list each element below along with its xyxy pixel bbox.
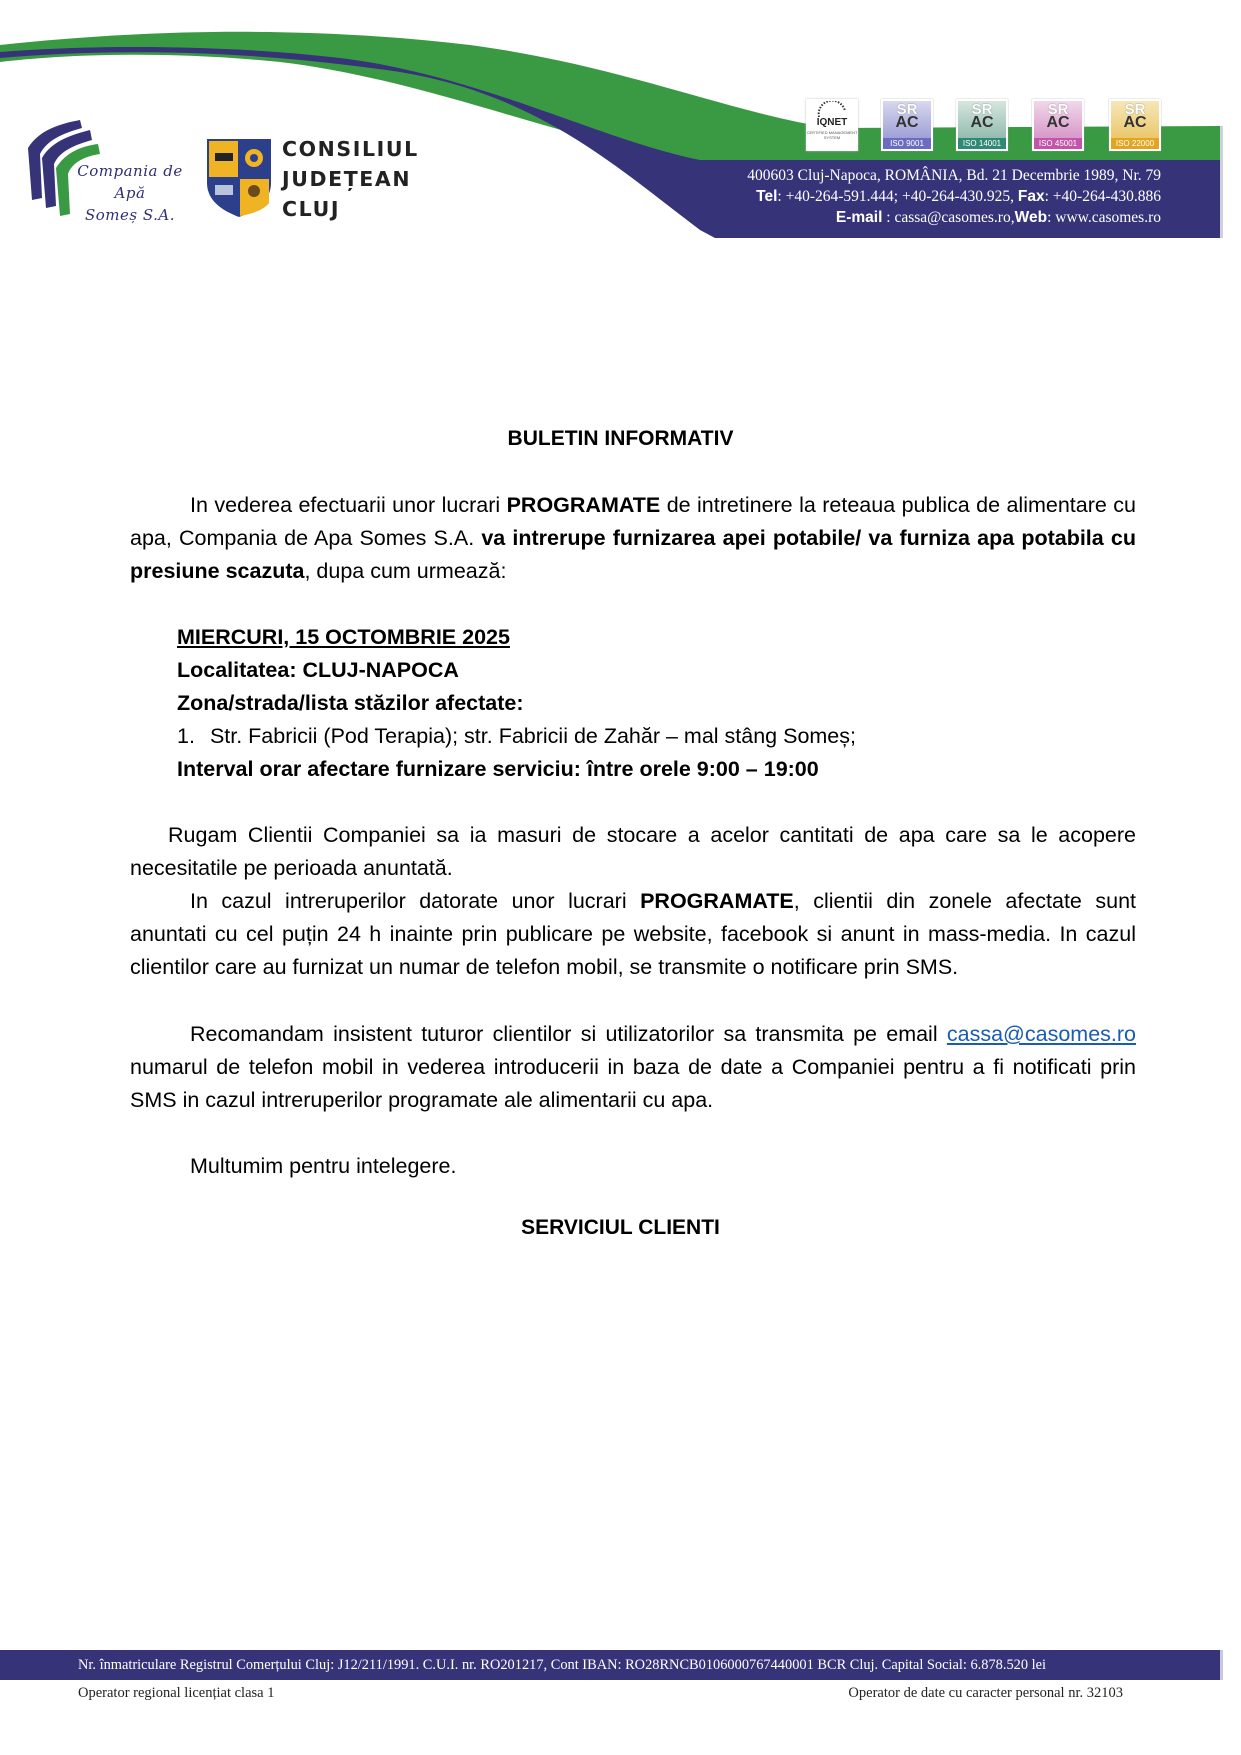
cert-label: ISO 14001 — [958, 138, 1006, 149]
email-value: : cassa@casomes.ro, — [882, 209, 1015, 226]
intro-text-1: In vederea efectuarii unor lucrari — [190, 493, 507, 517]
cert-ac: AC — [970, 114, 994, 131]
signature: SERVICIUL CLIENTI — [521, 1216, 720, 1239]
document-title: BULETIN INFORMATIV — [507, 427, 734, 450]
footer-registration: Nr. înmatriculare Registrul Comerțului Cluj: J12/211/1991. C.U.I. nr. RO201217, Cont IBAN: RO28RNCB0106000767440001 BCR Cluj. Capital Social: 6.878.520 lei — [78, 1657, 1047, 1673]
email-link[interactable]: cassa@casomes.ro — [946, 1022, 1136, 1046]
intro-text-2: de intretinere la reteaua publica de alimentare cu apa, Compania de Apa Somes S.A. — [130, 493, 1136, 550]
street-number: 1. — [177, 724, 195, 748]
cert-iso-22000 — [1109, 99, 1161, 151]
company-logo-line2: Someș S.A. — [85, 206, 175, 224]
cert-iso-9001 — [881, 99, 933, 151]
recommend-text-1: Recomandam insistent tuturor clientilor si utilizatorilor sa transmita pe email — [190, 1022, 947, 1046]
notice-text-1: In cazul intreruperilor datorate unor lucrari — [190, 889, 641, 913]
street-text: Str. Fabricii (Pod Terapia); str. Fabricii de Zahăr – mal stâng Someș; — [209, 724, 856, 748]
cert-label: ISO 45001 — [1034, 138, 1082, 149]
storage-paragraph: Rugam Clientii Companiei sa ia masuri de stocare a acelor cantitati de apa care sa le acopere necesitatile pe perioada anuntată. — [130, 823, 1136, 880]
web-value: : www.casomes.ro — [1047, 209, 1161, 226]
notice-paragraph — [130, 885, 1136, 984]
intro-text-3: , dupa cum urmează: — [304, 559, 507, 583]
iqnet-label: IQNET — [816, 117, 848, 128]
email-label: E-mail — [835, 209, 883, 226]
intro-bold-2: va intrerupe furnizarea apei potabile/ va furniza apa potabila cu presiune scazuta — [130, 526, 1136, 583]
cert-sr: SR — [1047, 101, 1069, 118]
cert-ac: AC — [1123, 114, 1147, 131]
contact-phone-line — [641, 186, 1161, 207]
contact-address: 400603 Cluj-Napoca, ROMÂNIA, Bd. 21 Decembrie 1989, Nr. 79 — [747, 167, 1161, 184]
locality: Localitatea: CLUJ-NAPOCA — [177, 658, 459, 682]
council-line1: CONSILIUL — [282, 137, 419, 161]
outage-date: MIERCURI, 15 OCTOMBRIE 2025 — [177, 625, 510, 649]
cert-ac: AC — [1046, 114, 1070, 131]
council-name — [282, 134, 419, 224]
cert-iso-45001 — [1032, 99, 1084, 151]
iqnet-badge — [806, 99, 858, 151]
web-label: Web — [1014, 209, 1048, 226]
intro-bold-1: PROGRAMATE — [506, 493, 661, 517]
cert-label: ISO 9001 — [883, 138, 931, 149]
cert-sr: SR — [1124, 101, 1146, 118]
interval: Interval orar afectare furnizare serviciu: între orele 9:00 – 19:00 — [177, 757, 819, 781]
fax-label: Fax — [1017, 188, 1045, 205]
intro-paragraph — [130, 489, 1136, 588]
fax-value: : +40-264-430.886 — [1044, 188, 1161, 205]
footer-left-note: Operator regional licențiat clasa 1 — [78, 1685, 275, 1701]
cert-sr: SR — [896, 101, 918, 118]
cert-ac: AC — [895, 114, 919, 131]
contact-email-line — [641, 207, 1161, 228]
footer-right-note: Operator de date cu caracter personal nr. 32103 — [848, 1685, 1123, 1701]
council-line2: JUDEȚEAN — [282, 167, 412, 191]
company-logo-line1: Compania de Apă — [77, 162, 183, 202]
recommend-paragraph — [130, 1018, 1136, 1117]
street-list-item — [177, 720, 856, 753]
cert-label: ISO 22000 — [1111, 138, 1159, 149]
tel-value: : +40-264-591.444; +40-264-430.925, — [777, 188, 1018, 205]
company-logo-text — [70, 160, 190, 226]
tel-label: Tel — [756, 188, 778, 205]
council-line3: CLUJ — [282, 197, 341, 221]
cert-sr: SR — [971, 101, 993, 118]
iqnet-sub: CERTIFIED MANAGEMENT SYSTEM — [806, 130, 858, 140]
council-crest-icon — [207, 139, 271, 217]
recommend-text-2: numarul de telefon mobil in vederea introducerii in baza de date a Companiei pentru a fi notificati prin SMS in cazul intreruperilor programate ale alimentarii cu apa. — [130, 1055, 1136, 1112]
zone-label: Zona/strada/lista stăzilor afectate: — [177, 691, 524, 715]
thanks: Multumim pentru intelegere. — [190, 1154, 457, 1178]
notice-text-2: , clientii din zonele afectate sunt anuntati cu cel puțin 24 h inainte prin publicare pe website, facebook si anunt in mass-media. In cazul clientilor care au furnizat un numar de telefon mobil, se transmite o notificare prin SMS. — [130, 889, 1136, 979]
notice-bold: PROGRAMATE — [640, 889, 794, 913]
iqnet-arc-icon — [817, 101, 847, 117]
cert-iso-14001 — [956, 99, 1008, 151]
